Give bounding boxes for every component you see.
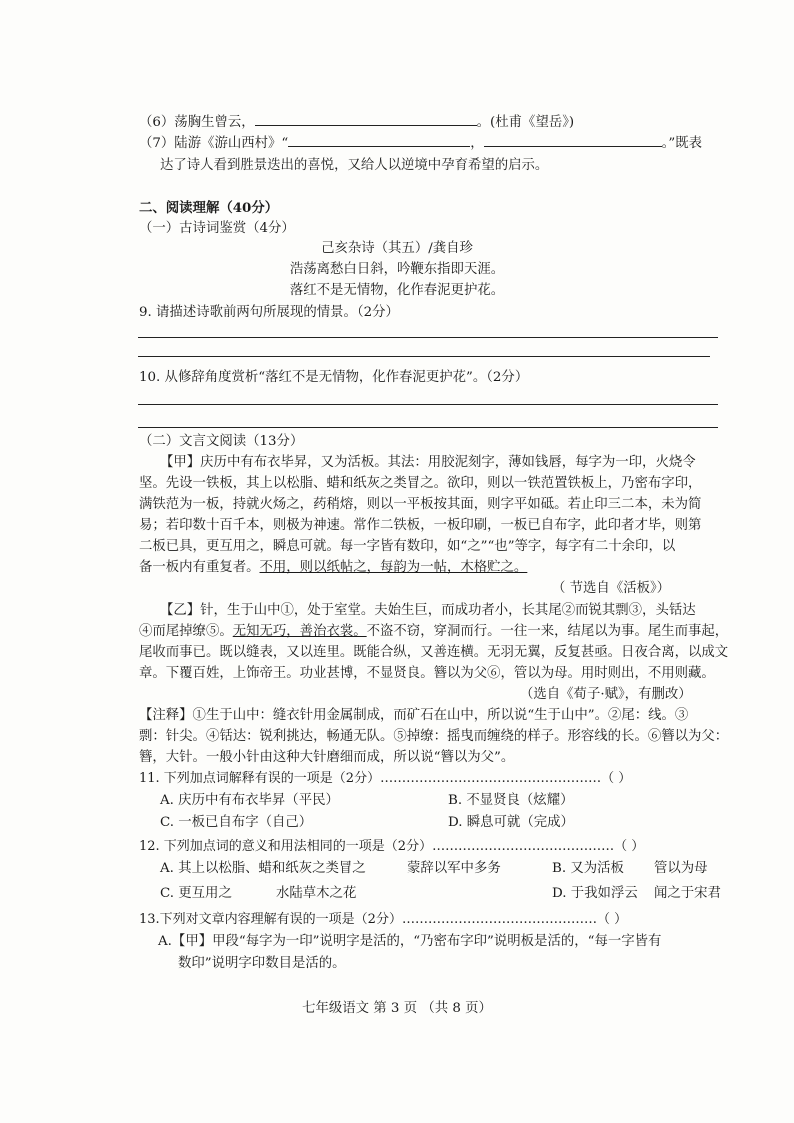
- q12-option-a-pair: 蒙辞以军中多务: [407, 861, 501, 876]
- q9-answer-line-1[interactable]: [138, 337, 718, 338]
- q10-stem: 10. 从修辞角度赏析“落红不是无情物，化作春泥更护花”。（2分）: [139, 370, 529, 385]
- jia-line-6: [139, 559, 527, 577]
- jia-line-4: 易；若印数十百千本，则极为神速。常作二铁板，一板印刷，一板已自布字，此印者才毕，则第: [139, 518, 702, 533]
- q12-option-a[interactable]: A. 其上以松脂、蜡和纸灰之类冒之: [160, 861, 366, 876]
- q7-answer-blank-2[interactable]: [484, 133, 662, 147]
- q12-option-c[interactable]: C. 更互用之: [160, 886, 232, 901]
- notes-line-3: 簪，大针。一般小针由这种大针磨细而成，所以说“簪以为父”。: [139, 750, 515, 765]
- yi-line-2: [139, 623, 728, 641]
- poem-line-2: 落红不是无情物，化作春泥更护花。: [289, 283, 505, 298]
- yi-line-2c: 不盗不窃，穿洞而行。一往一来，结尾以为事。尾生而事起，: [366, 624, 729, 639]
- q7-prefix: （7）陆游《游山西村》“: [139, 136, 289, 151]
- yi-line-3: 尾收而事已。既以缝表，又以连里。既能合纵，又善连横。无羽无翼，反复甚亟。日夜合离，以成文: [139, 645, 729, 660]
- q13-stem: 13.下列对文章内容理解有误的一项是（2分）………………………………………（ ）: [139, 912, 628, 927]
- section2-heading: 二、阅读理解（40分）: [139, 200, 279, 216]
- q11-option-b[interactable]: B. 不显贤良（炫耀）: [448, 793, 574, 808]
- part2-heading: （二）文言文阅读（13分）: [139, 434, 304, 449]
- q11-option-d[interactable]: D. 瞬息可就（完成）: [448, 815, 574, 830]
- jia-line-2: 坚。先设一铁板，其上以松脂、蜡和纸灰之类冒之。欲印，则以一铁范置铁板上，乃密布字印，: [139, 476, 702, 491]
- jia-line-3: 满铁范为一板，持就火炀之，药稍熔，则以一平板按其面，则字平如砥。若止印三二本，未为简: [139, 497, 702, 512]
- q7-answer-blank-1[interactable]: [288, 133, 470, 147]
- q6-answer-blank[interactable]: [255, 112, 477, 126]
- q13-option-a-line-2: 数印”说明字印数目是活的。: [178, 956, 346, 971]
- q12-stem: 12. 下列加点词的意义和用法相同的一项是（2分）……………………………………（ ）: [139, 839, 645, 854]
- jia-underlined-sentence: 不用，则以纸帖之，每韵为一帖，木格贮之。: [259, 560, 528, 575]
- q12-option-d-pair: 闻之于宋君: [654, 886, 721, 901]
- notes-line-1: 【注释】①生于山中：缝衣针用金属制成，而矿石在山中，所以说“生于山中”。②尾：线。③: [139, 708, 689, 723]
- yi-line-4: 章。下覆百姓，上饰帝王。功业甚博，不显贤良。簪以为父⑥，管以为母。用时则出，不用则藏。: [139, 666, 715, 681]
- q12-option-b[interactable]: B. 又为活板: [552, 861, 624, 876]
- jia-line-6a: 备一板内有重复者。: [139, 560, 260, 575]
- q11-stem: 11. 下列加点词解释有误的一项是（2分）……………………………………………（ ）: [139, 771, 632, 786]
- yi-source: （选自《荀子·赋》，有删改）: [520, 687, 692, 702]
- q6-line: [139, 112, 574, 132]
- q11-option-a[interactable]: A. 庆历中有布衣毕昇（平民）: [160, 793, 339, 808]
- page-footer: 七年级语文 第 3 页 （共 8 页）: [302, 1001, 492, 1016]
- poem-title: 己亥杂诗（其五）/龚自珍: [321, 241, 473, 256]
- q12-option-b-pair: 管以为母: [654, 861, 708, 876]
- q12-option-c-pair: 水陆草木之花: [276, 886, 357, 901]
- jia-line-1: 【甲】庆历中有布衣毕昇，又为活板。其法：用胶泥刻字，薄如钱唇，每字为一印，火烧令: [160, 455, 696, 470]
- q7-line: [139, 133, 702, 153]
- q11-option-c[interactable]: C. 一板已自布字（自己）: [160, 815, 313, 830]
- q10-answer-line-1[interactable]: [138, 404, 718, 405]
- q10-answer-line-2[interactable]: [138, 427, 718, 428]
- notes-line-2: 剽：针尖。④铦达：锐利挑达，畅通无队。⑤掉缭：摇曳而缠绕的样子。形容线的长。⑥簪以为父：: [139, 729, 729, 744]
- poem-line-1: 浩荡离愁白日斜，吟鞭东指即天涯。: [289, 262, 505, 277]
- yi-line-1: 【乙】针，生于山中①，处于室堂。夫始生巨，而成功者小，长其尾②而锐其剽③，头铦达: [160, 603, 696, 618]
- q7-suffix: 。”既表: [661, 136, 702, 151]
- q9-answer-line-2[interactable]: [138, 356, 710, 357]
- q9-stem: 9. 请描述诗歌前两句所展现的情景。（2分）: [139, 305, 399, 320]
- q7-line2: 达了诗人看到胜景迭出的喜悦，又给人以逆境中孕育希望的启示。: [160, 158, 549, 173]
- yi-line-2a: ④而尾掉缭⑤。: [139, 624, 233, 639]
- q6-suffix: 。(杜甫《望岳》): [476, 115, 575, 130]
- q6-prefix: （6）荡胸生曾云，: [139, 115, 255, 130]
- jia-line-5: 二板已具，更互用之，瞬息可就。每一字皆有数印，如“之”“也”等字，每字有二十余印，以: [139, 539, 676, 554]
- yi-underlined-sentence: 无知无巧，善治衣裳。: [232, 624, 367, 639]
- jia-source: （ 节选自《活板》）: [552, 581, 671, 596]
- q7-mid: ，: [470, 136, 484, 151]
- part1-heading: （一）古诗词鉴赏（4分）: [139, 221, 295, 236]
- q12-option-d[interactable]: D. 于我如浮云: [552, 886, 638, 901]
- q13-option-a-line-1[interactable]: A.【甲】甲段“每字为一印”说明字是活的，“乃密布字印”说明板是活的，“每一字皆有: [158, 934, 662, 949]
